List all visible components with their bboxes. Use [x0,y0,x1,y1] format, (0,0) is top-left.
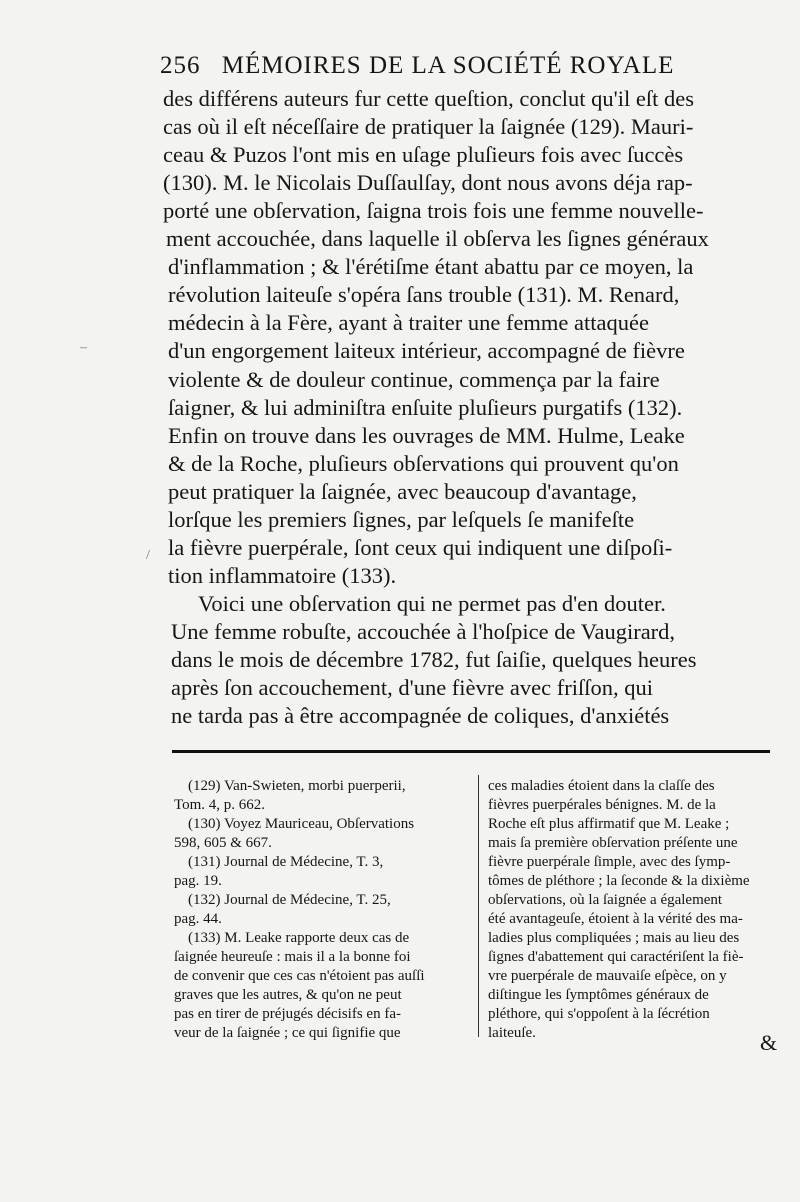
footnote-line: veur de la ſaignée ; ce qui ſignifie que [174,1025,401,1041]
catchword: & [760,1030,778,1055]
text-line: tion inflammatoire (133). [168,562,397,588]
footnote-line: fièvres puerpérales bénignes. M. de la [488,797,716,813]
footnote-line: ladies plus compliquées ; mais au lieu des [488,930,740,946]
text-line: la fièvre puerpérale, ſont ceux qui indiquent une diſpoſi- [168,534,673,560]
footnote-line: diſtingue les ſymptômes généraux de [488,987,709,1003]
text-line: médecin à la Fère, ayant à traiter une femme attaquée [168,310,649,336]
footnote-line: 598, 605 & 667. [174,835,272,851]
column-divider [478,775,479,1037]
page-number: 256 [160,52,201,79]
text-line: peut pratiquer la ſaignée, avec beaucoup d'avantage, [168,478,637,504]
footnote-line: (130) Voyez Mauriceau, Obſervations [188,816,415,832]
text-line: après ſon accouchement, d'une fièvre avec friſſon, qui [171,675,653,700]
footnote-line: ſignes d'abattement qui caractériſent la fiè- [488,949,744,965]
footnote-line: vre puerpérale de mauvaiſe eſpèce, on y [488,968,727,984]
text-line: Voici une obſervation qui ne permet pas d'en douter. [198,590,666,616]
text-line: révolution laiteuſe s'opéra ſans trouble (131). M. Renard, [168,282,680,308]
text-line: ment accouchée, dans laquelle il obſerva les ſignes généraux [166,226,709,252]
text-line: ceau & Puzos l'ont mis en uſage pluſieurs fois avec ſuccès [163,142,684,168]
page-header [160,52,674,80]
text-line: Enfin on trouve dans les ouvrages de MM. Hulme, Leake [168,422,685,448]
footnote-line: ſaignée heureuſe : mais il a la bonne foi [174,949,411,965]
footnote-line: (132) Journal de Médecine, T. 25, [188,892,391,908]
footnote-line: graves que les autres, & qu'on ne peut [174,987,402,1003]
footnote-line: pléthore, qui s'oppoſent à la ſécrétion [488,1006,710,1022]
margin-mark: – [80,340,87,355]
footnote-line: tômes de pléthore ; la ſeconde & la dixième [488,873,750,889]
text-line: des différens auteurs fur cette queſtion, conclut qu'il eſt des [163,86,694,111]
text-line: porté une obſervation, ſaigna trois fois une femme nouvelle- [163,198,704,224]
margin-mark: / [146,548,150,563]
footnote-line: été avantageuſe, étoient à la vérité des ma- [488,911,743,927]
footnote-line: (133) M. Leake rapporte deux cas de [188,930,410,946]
footnote-line: ces maladies étoient dans la claſſe des [488,778,715,794]
text-line: (130). M. le Nicolais Duſſaulſay, dont nous avons déja rap- [163,170,693,196]
footnote-line: pag. 19. [174,873,222,889]
text-line: lorſque les premiers ſignes, par leſquels ſe manifeſte [168,506,635,532]
footnote-line: obſervations, où la ſaignée a également [488,892,723,908]
footnote-line: fièvre puerpérale ſimple, avec des ſymp- [488,854,731,870]
text-line: & de la Roche, pluſieurs obſervations qui prouvent qu'on [168,450,679,476]
footnote-line: Tom. 4, p. 662. [174,797,266,813]
text-line: cas où il eſt néceſſaire de pratiquer la ſaignée (129). Mauri- [163,114,694,139]
text-line: ne tarda pas à être accompagnée de coliques, d'anxiétés [171,703,670,728]
footnote-line: laiteuſe. [488,1025,536,1041]
footnote-line: de convenir que ces cas n'étoient pas auſſi [174,968,425,984]
footnote-line: pas en tirer de préjugés décisifs en fa- [174,1006,401,1022]
text-line: dans le mois de décembre 1782, fut ſaiſie, quelques heures [171,646,697,672]
text-line: d'inflammation ; & l'érétiſme étant abattu par ce moyen, la [168,254,694,280]
text-line: d'un engorgement laiteux intérieur, accompagné de fièvre [168,338,685,364]
running-title: MÉMOIRES DE LA SOCIÉTÉ ROYALE [221,52,675,79]
text-line: Une femme robuſte, accouchée à l'hoſpice de Vaugirard, [171,618,676,644]
footnote-rule [172,750,770,753]
text-line: ſaigner, & lui adminiſtra enſuite pluſieurs purgatifs (132). [168,394,683,420]
footnote-line: (129) Van-Swieten, morbi puerperii, [188,778,406,794]
footnote-line: pag. 44. [174,911,222,927]
footnote-line: Roche eſt plus affirmatif que M. Leake ; [488,816,730,832]
text-line: violente & de douleur continue, commença par la faire [168,366,660,392]
footnote-line: (131) Journal de Médecine, T. 3, [188,854,384,870]
footnote-line: mais ſa première obſervation préſente une [488,835,738,851]
